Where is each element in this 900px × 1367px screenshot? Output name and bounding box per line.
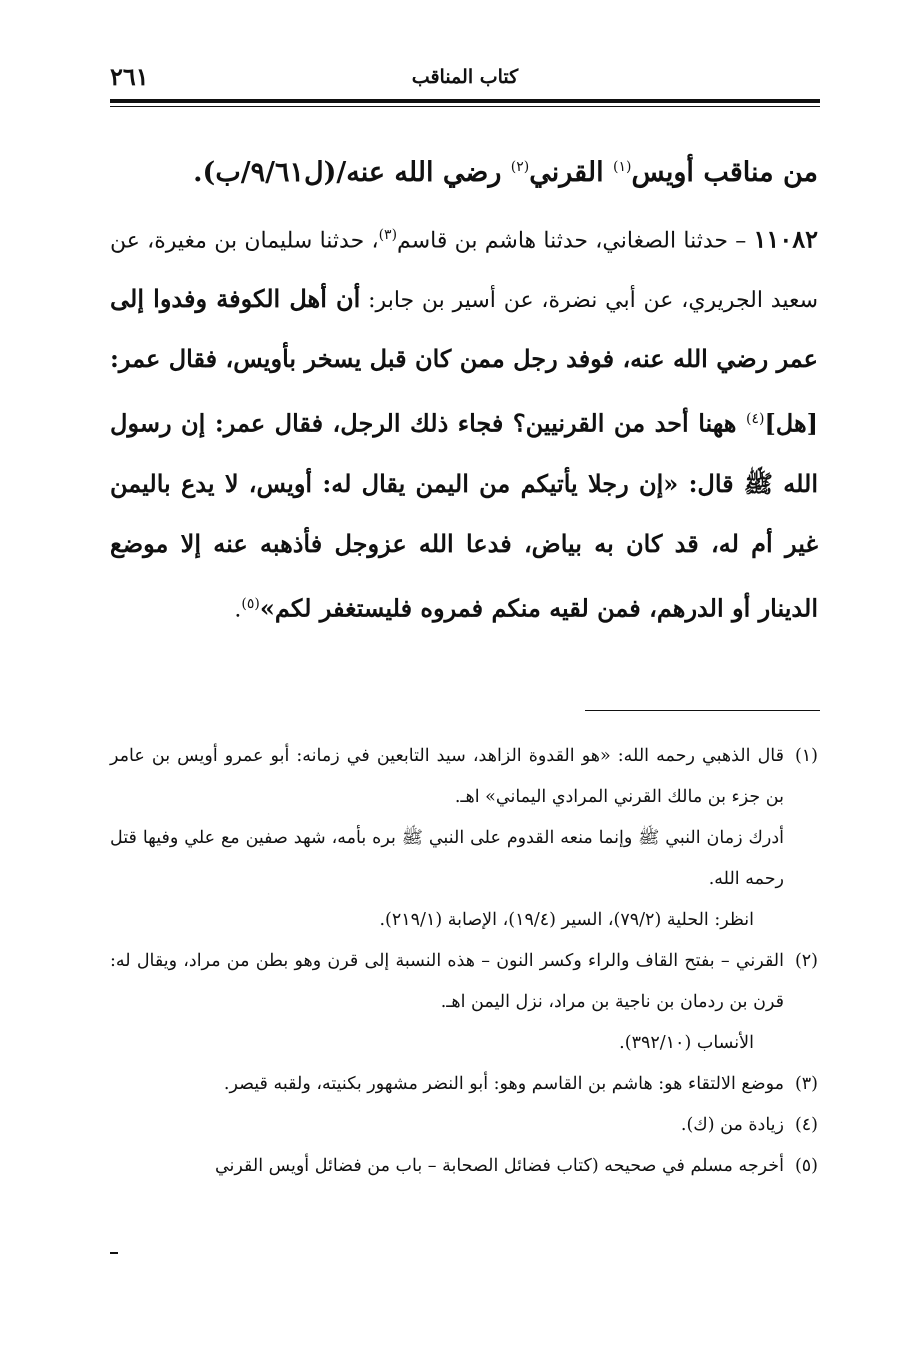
footnotes — [110, 736, 818, 1187]
footnote-ref: (٤) — [745, 411, 765, 428]
footnote-line: قال الذهبي رحمه الله: «هو القدوة الزاهد، سيد التابعين في زمانه: أبو عمرو أويس بن عامر بن جزء بن مالك القرني المرادي اليماني» اهـ. — [110, 746, 784, 807]
heading-part: القرني — [529, 157, 613, 188]
footnote-ref: (٢) — [510, 159, 530, 175]
footnote-line: زيادة من (ك). — [680, 1115, 784, 1135]
footnote-3 — [110, 1064, 818, 1105]
matn-text: ههنا أحد من القرنيين؟ فجاء ذلك الرجل، فقال عمر: إن رسول الله ﷺ قال: «إن رجلا يأتيكم من اليمن يقال له: أويس، لا يدع باليمن غير أم له، قد كان به بياض، فدعا الله عزوجل فأذهبه عنه إلا موضع الدينار أو الدرهم، فمن لقيه منكم فمروه فليستغفر لكم» — [110, 408, 818, 622]
footnote-line: أدرك زمان النبي ﷺ وإنما منعه القدوم على النبي ﷺ بره بأمه، شهد صفين مع علي وفيها قتل رحمه الله. — [110, 828, 784, 889]
footnote-line: انظر: الحلية (٧٩/٢)، السير (١٩/٤)، الإصابة (٢١٩/١). — [379, 910, 754, 930]
footnote-number: (٣) — [794, 1074, 818, 1094]
section-heading — [110, 140, 818, 200]
hadith-number: ١١٠٨٢ — [753, 224, 818, 254]
footnote-number: (٤) — [794, 1115, 818, 1135]
header-rule-thick — [110, 99, 820, 103]
footnote-1 — [110, 736, 818, 941]
isnad-text: ، حدثنا سليمان بن مغيرة، عن سعيد الجريري، عن أبي نضرة، عن أسير بن جابر: — [110, 228, 819, 314]
footnote-number: (٢) — [794, 951, 818, 971]
running-title: كتاب المناقب — [411, 66, 519, 88]
footnote-line: أخرجه مسلم في صحيحه (كتاب فضائل الصحابة – باب من فضائل أويس القرني — [214, 1156, 784, 1176]
footnote-line: الأنساب (٣٩٢/١٠). — [619, 1033, 754, 1053]
paragraph-end: . — [234, 596, 242, 622]
footnote-ref: (١) — [612, 159, 632, 175]
footnote-4 — [110, 1105, 818, 1146]
footnote-2 — [110, 941, 818, 1064]
footnote-number: (١) — [794, 746, 818, 766]
hadith-paragraph — [110, 206, 818, 639]
heading-part: رضي الله عنه/(ل٩/٦١/ب). — [193, 157, 511, 188]
continuation-mark — [110, 1252, 118, 1254]
footnote-ref: (٣) — [378, 227, 398, 243]
footnote-ref: (٥) — [241, 595, 260, 612]
matn-text: أن أهل الكوفة وفدوا إلى عمر رضي الله عنه، فوفد رجل ممن كان قبل يسخر بأويس، فقال عمر: [هل] — [110, 284, 818, 438]
footnote-line: القرني – بفتح القاف والراء وكسر النون – هذه النسبة إلى قرن وهو بطن من مراد، ويقال له: قرن بن ردمان بن ناجية بن مراد، نزل اليمن اهـ. — [110, 951, 784, 1012]
footnote-line: موضع الالتقاء هو: هاشم بن القاسم وهو: أبو النضر مشهور بكنيته، ولقبه قيصر. — [223, 1074, 784, 1094]
main-text — [110, 140, 818, 639]
footnote-number: (٥) — [794, 1156, 818, 1176]
footnote-5 — [110, 1146, 818, 1187]
header-rule-thin — [110, 106, 820, 107]
footnote-separator — [585, 710, 820, 711]
running-header — [110, 62, 820, 98]
page-number: ٢٦١ — [110, 62, 149, 91]
heading-part: من مناقب أويس — [631, 157, 818, 188]
isnad-text: – حدثنا الصغاني، حدثنا هاشم بن قاسم — [397, 228, 754, 254]
